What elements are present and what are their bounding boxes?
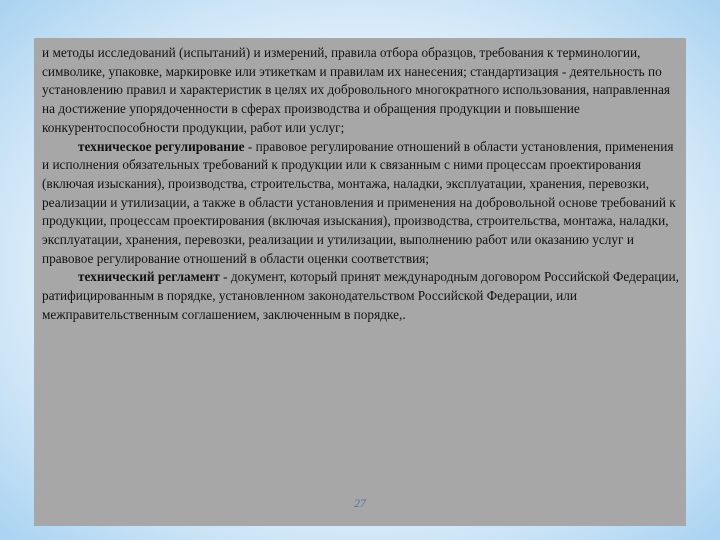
slide-body-text — [42, 44, 682, 325]
paragraph-technical-regulation — [42, 138, 682, 269]
paragraph-text: - документ, который принят международным договором Российской Федерации, ратифицированным в порядке, установленном законодательством Российской Федерации, или межправительственным соглашением, заключенным в порядке,. — [42, 269, 679, 322]
paragraph-technical-reglament — [42, 268, 682, 324]
paragraph-text: и методы исследований (испытаний) и измерений, правила отбора образцов, требования к терминологии, символике, упаковке, маркировке или этикеткам и правилам их нанесения; стандартизация - деятельность по установлению правил и характеристик в целях их добровольного многократного использования, направленная на достижение упорядоченности в сферах производства и обращения продукции и повышение конкурентоспособности продукции, работ или услуг; — [42, 45, 671, 135]
term-technical-reglament: технический регламент — [78, 269, 220, 285]
slide — [34, 38, 686, 526]
paragraph-text: - правовое регулирование отношений в области установления, применения и исполнения обязательных требований к продукции или к связанным с ними процессам проектирования (включая изыскания), производства, строительства, монтажа, наладки, эксплуатации, хранения, перевозки, реализации и утилизации, а также в области установления и применения на добровольной основе требований к продукции, процессам проектирования (включая изыскания), производства, строительства, монтажа, наладки, эксплуатации, хранения, перевозки, реализации и утилизации, выполнению работ или оказанию услуг и правовое регулирование отношений в области оценки соответствия; — [42, 138, 676, 266]
page-number: 27 — [354, 496, 366, 510]
paragraph-intro — [42, 44, 682, 138]
term-technical-regulation: техническое регулирование — [78, 138, 245, 154]
